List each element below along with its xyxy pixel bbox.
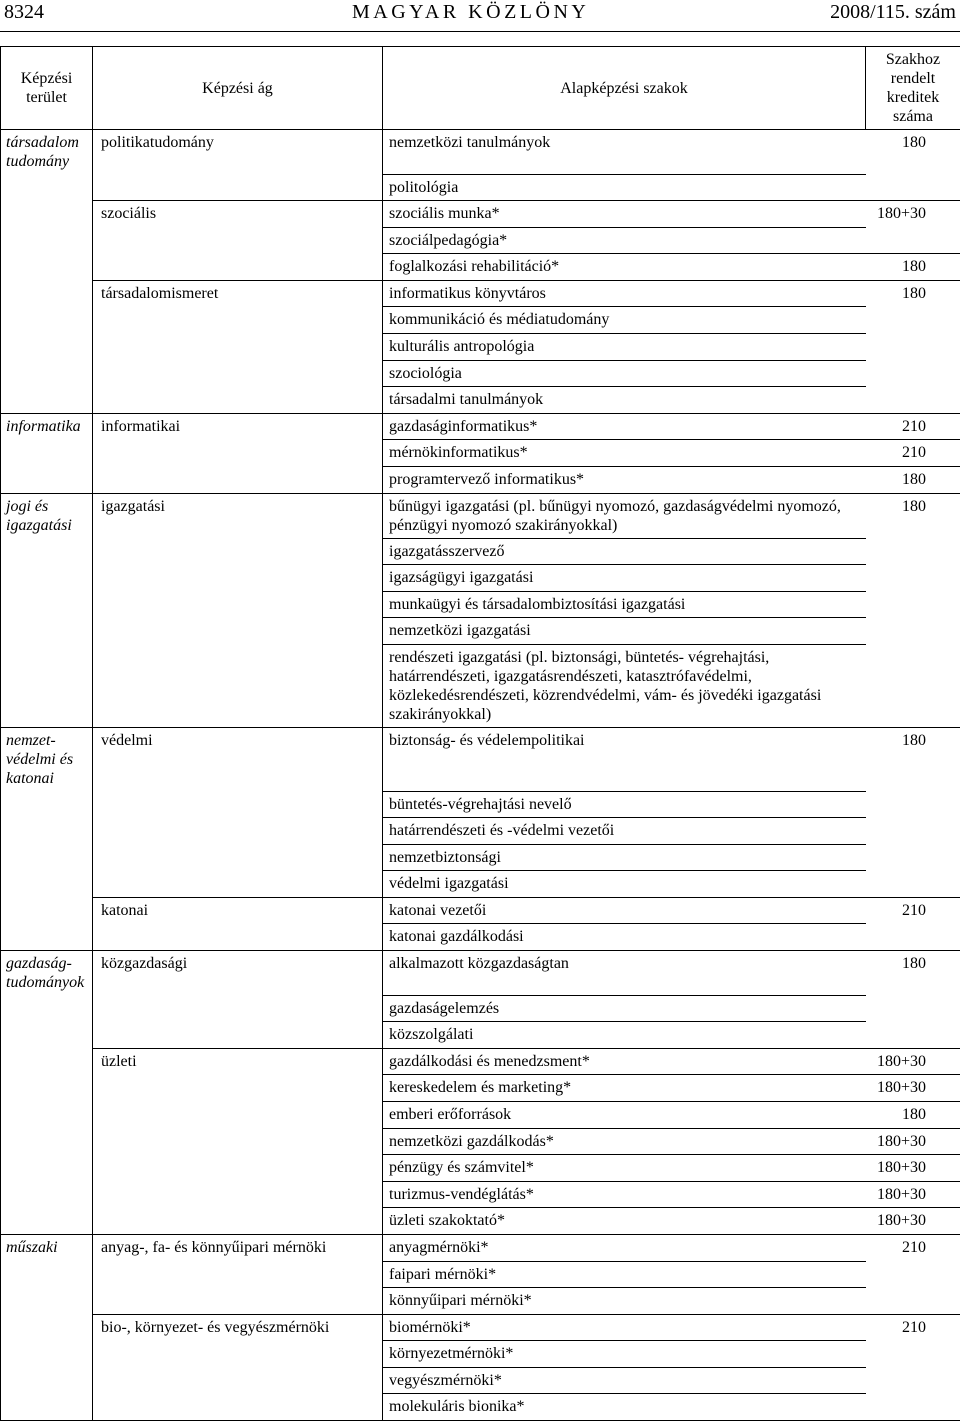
row-credits <box>866 227 960 254</box>
row-area <box>1 1208 93 1235</box>
row-area <box>1 227 93 254</box>
table-header-row <box>1 47 960 130</box>
issue-number: 2008/115. szám <box>830 1 956 24</box>
row-credits: 180 <box>866 254 960 281</box>
table-row <box>1 1394 960 1421</box>
row-branch <box>93 440 383 467</box>
row-branch <box>93 538 383 565</box>
row-program: üzleti szakoktató* <box>383 1208 866 1235</box>
table-row <box>1 1048 960 1075</box>
row-program: védelmi igazgatási <box>383 871 866 898</box>
col-header-credits: Szakhoz rendelt kreditek száma <box>866 47 960 130</box>
header-rule <box>0 31 960 32</box>
row-credits: 180 <box>866 467 960 494</box>
row-credits: 180+30 <box>866 1048 960 1075</box>
row-program: programtervező informatikus* <box>383 467 866 494</box>
row-program: kulturális antropológia <box>383 334 866 361</box>
row-branch <box>93 818 383 845</box>
row-branch: bio-, környezet- és vegyészmérnöki <box>93 1314 383 1341</box>
row-credits: 210 <box>866 1314 960 1341</box>
table-row <box>1 413 960 440</box>
row-credits <box>866 871 960 898</box>
row-area <box>1 1394 93 1421</box>
row-credits <box>866 791 960 818</box>
row-program: igazságügyi igazgatási <box>383 565 866 592</box>
row-branch <box>93 1181 383 1208</box>
row-credits: 180 <box>866 1101 960 1128</box>
row-credits <box>866 360 960 387</box>
table-row <box>1 1314 960 1341</box>
row-credits <box>866 924 960 951</box>
row-branch <box>93 645 383 728</box>
row-program: közszolgálati <box>383 1022 866 1049</box>
programs-table-wrapper <box>0 46 960 1421</box>
table-row <box>1 227 960 254</box>
row-area <box>1 618 93 645</box>
row-program: munkaügyi és társadalombiztosítási igazgatási <box>383 591 866 618</box>
row-program: politológia <box>383 174 866 201</box>
row-credits <box>866 1394 960 1421</box>
row-credits <box>866 538 960 565</box>
table-row <box>1 1128 960 1155</box>
row-program: pénzügy és számvitel* <box>383 1155 866 1182</box>
row-credits <box>866 387 960 414</box>
table-row <box>1 728 960 792</box>
row-branch: informatikai <box>93 413 383 440</box>
row-branch: közgazdasági <box>93 951 383 996</box>
row-area <box>1 360 93 387</box>
row-area <box>1 1022 93 1049</box>
row-branch <box>93 871 383 898</box>
row-credits: 180+30 <box>866 1075 960 1102</box>
row-area <box>1 645 93 728</box>
row-area <box>1 1101 93 1128</box>
row-area <box>1 897 93 924</box>
table-row <box>1 467 960 494</box>
row-program: biomérnöki* <box>383 1314 866 1341</box>
page-header <box>0 0 960 30</box>
row-credits: 180 <box>866 493 960 538</box>
row-area: gazdaság-tudományok <box>1 951 93 996</box>
table-row <box>1 591 960 618</box>
row-program: nemzetközi gazdálkodás* <box>383 1128 866 1155</box>
row-program: turizmus-vendéglátás* <box>383 1181 866 1208</box>
row-credits <box>866 818 960 845</box>
row-program: nemzetközi igazgatási <box>383 618 866 645</box>
row-area: informatika <box>1 413 93 440</box>
row-branch <box>93 1128 383 1155</box>
row-program: szociális munka* <box>383 201 866 228</box>
row-area <box>1 1288 93 1315</box>
row-program: kommunikáció és médiatudomány <box>383 307 866 334</box>
row-branch <box>93 844 383 871</box>
row-area <box>1 924 93 951</box>
table-row <box>1 995 960 1022</box>
row-branch <box>93 1341 383 1368</box>
row-program: bűnügyi igazgatási (pl. bűnügyi nyomozó, gazdaságvédelmi nyomozó, pénzügyi nyomozó szakirányokkal) <box>383 493 866 538</box>
row-program: igazgatásszervező <box>383 538 866 565</box>
row-credits <box>866 1261 960 1288</box>
table-row <box>1 1181 960 1208</box>
row-branch <box>93 174 383 201</box>
row-branch: szociális <box>93 201 383 228</box>
row-credits <box>866 565 960 592</box>
row-branch <box>93 334 383 361</box>
table-row <box>1 924 960 951</box>
row-branch <box>93 1367 383 1394</box>
row-program: katonai vezetői <box>383 897 866 924</box>
row-area <box>1 1261 93 1288</box>
row-area <box>1 307 93 334</box>
row-program: foglalkozási rehabilitáció* <box>383 254 866 281</box>
col-header-area: Képzési terület <box>1 47 93 130</box>
row-program: faipari mérnöki* <box>383 1261 866 1288</box>
row-branch <box>93 1288 383 1315</box>
table-row <box>1 254 960 281</box>
row-area <box>1 565 93 592</box>
row-branch: igazgatási <box>93 493 383 538</box>
page-number: 8324 <box>4 1 44 24</box>
row-branch: anyag-, fa- és könnyűipari mérnöki <box>93 1234 383 1261</box>
row-program: vegyészmérnöki* <box>383 1367 866 1394</box>
row-credits <box>866 1022 960 1049</box>
table-row <box>1 1075 960 1102</box>
table-row <box>1 1022 960 1049</box>
row-credits: 210 <box>866 897 960 924</box>
row-program: gazdaságelemzés <box>383 995 866 1022</box>
row-branch: üzleti <box>93 1048 383 1075</box>
row-area <box>1 871 93 898</box>
table-row <box>1 538 960 565</box>
row-branch <box>93 995 383 1022</box>
row-credits: 210 <box>866 413 960 440</box>
row-area <box>1 174 93 201</box>
row-branch <box>93 254 383 281</box>
table-row <box>1 387 960 414</box>
row-program: molekuláris bionika* <box>383 1394 866 1421</box>
row-area <box>1 591 93 618</box>
row-credits: 180 <box>866 280 960 307</box>
row-branch <box>93 1155 383 1182</box>
table-row <box>1 307 960 334</box>
row-program: alkalmazott közgazdaságtan <box>383 951 866 996</box>
row-area <box>1 818 93 845</box>
table-row <box>1 493 960 538</box>
row-program: társadalmi tanulmányok <box>383 387 866 414</box>
row-branch <box>93 791 383 818</box>
row-branch <box>93 1261 383 1288</box>
row-credits: 210 <box>866 1234 960 1261</box>
row-area <box>1 538 93 565</box>
row-branch <box>93 1394 383 1421</box>
row-branch <box>93 618 383 645</box>
row-branch: társadalomismeret <box>93 280 383 307</box>
row-area <box>1 467 93 494</box>
table-row <box>1 1367 960 1394</box>
row-credits <box>866 618 960 645</box>
row-area <box>1 1155 93 1182</box>
table-row <box>1 1288 960 1315</box>
row-area <box>1 334 93 361</box>
row-branch: politikatudomány <box>93 130 383 175</box>
row-program: büntetés-végrehajtási nevelő <box>383 791 866 818</box>
row-branch <box>93 307 383 334</box>
row-area <box>1 280 93 307</box>
row-area: nemzet-védelmi és katonai <box>1 728 93 792</box>
row-branch <box>93 924 383 951</box>
table-row <box>1 201 960 228</box>
row-program: emberi erőforrások <box>383 1101 866 1128</box>
row-credits <box>866 1341 960 1368</box>
col-header-programs: Alapképzési szakok <box>383 47 866 130</box>
row-program: katonai gazdálkodási <box>383 924 866 951</box>
row-program: könnyűipari mérnöki* <box>383 1288 866 1315</box>
table-row <box>1 1341 960 1368</box>
row-area <box>1 1341 93 1368</box>
row-credits: 180 <box>866 951 960 996</box>
row-branch <box>93 1075 383 1102</box>
table-row <box>1 618 960 645</box>
row-branch <box>93 387 383 414</box>
row-branch <box>93 1208 383 1235</box>
row-program: gazdálkodási és menedzsment* <box>383 1048 866 1075</box>
row-area: jogi és igazgatási <box>1 493 93 538</box>
row-credits <box>866 174 960 201</box>
row-branch <box>93 467 383 494</box>
row-credits <box>866 844 960 871</box>
row-program: szociálpedagógia* <box>383 227 866 254</box>
row-branch <box>93 360 383 387</box>
row-credits <box>866 1367 960 1394</box>
row-program: rendészeti igazgatási (pl. biztonsági, büntetés- végrehajtási, határrendészeti, igazgatásrendészeti, katasztrófavédelmi, közlekedésrendészeti, közrendvédelmi, vám- és jövedéki igazgatási szakirányokkal) <box>383 645 866 728</box>
row-branch <box>93 1101 383 1128</box>
row-area <box>1 1075 93 1102</box>
table-row <box>1 645 960 728</box>
row-program: környezetmérnöki* <box>383 1341 866 1368</box>
table-row <box>1 565 960 592</box>
row-branch: katonai <box>93 897 383 924</box>
table-row <box>1 174 960 201</box>
table-row <box>1 844 960 871</box>
row-branch <box>93 227 383 254</box>
table-row <box>1 1101 960 1128</box>
row-area <box>1 791 93 818</box>
row-program: nemzetbiztonsági <box>383 844 866 871</box>
row-program: nemzetközi tanulmányok <box>383 130 866 175</box>
row-credits <box>866 307 960 334</box>
row-credits: 180+30 <box>866 201 960 228</box>
table-body <box>1 130 960 1421</box>
row-program: biztonság- és védelempolitikai <box>383 728 866 792</box>
row-credits <box>866 334 960 361</box>
table-row <box>1 130 960 175</box>
table-row <box>1 334 960 361</box>
row-area <box>1 995 93 1022</box>
row-program: kereskedelem és marketing* <box>383 1075 866 1102</box>
row-credits: 180 <box>866 728 960 792</box>
row-credits <box>866 591 960 618</box>
table-row <box>1 1234 960 1261</box>
row-credits <box>866 645 960 728</box>
table-row <box>1 791 960 818</box>
row-branch: védelmi <box>93 728 383 792</box>
table-row <box>1 951 960 996</box>
row-area <box>1 440 93 467</box>
col-header-branch: Képzési ág <box>93 47 383 130</box>
table-row <box>1 440 960 467</box>
row-area <box>1 844 93 871</box>
row-area <box>1 1181 93 1208</box>
row-area <box>1 387 93 414</box>
row-program: anyagmérnöki* <box>383 1234 866 1261</box>
table-row <box>1 897 960 924</box>
row-area: társadalom tudomány <box>1 130 93 175</box>
row-area <box>1 1367 93 1394</box>
row-credits: 180+30 <box>866 1181 960 1208</box>
row-program: szociológia <box>383 360 866 387</box>
table-row <box>1 360 960 387</box>
row-credits: 180+30 <box>866 1155 960 1182</box>
table-row <box>1 280 960 307</box>
row-program: határrendészeti és -védelmi vezetői <box>383 818 866 845</box>
row-credits: 210 <box>866 440 960 467</box>
row-credits <box>866 995 960 1022</box>
row-area: műszaki <box>1 1234 93 1261</box>
table-row <box>1 1208 960 1235</box>
row-credits <box>866 1288 960 1315</box>
row-program: mérnökinformatikus* <box>383 440 866 467</box>
table-row <box>1 1155 960 1182</box>
row-branch <box>93 565 383 592</box>
row-branch <box>93 591 383 618</box>
row-area <box>1 1048 93 1075</box>
row-area <box>1 201 93 228</box>
journal-title: MAGYAR KÖZLÖNY <box>352 1 589 24</box>
table-row <box>1 818 960 845</box>
table-row <box>1 1261 960 1288</box>
row-branch <box>93 1022 383 1049</box>
row-credits: 180+30 <box>866 1128 960 1155</box>
row-program: informatikus könyvtáros <box>383 280 866 307</box>
row-area <box>1 1314 93 1341</box>
row-credits: 180+30 <box>866 1208 960 1235</box>
programs-table <box>0 46 960 1421</box>
table-row <box>1 871 960 898</box>
row-area <box>1 254 93 281</box>
row-credits: 180 <box>866 130 960 175</box>
row-area <box>1 1128 93 1155</box>
row-program: gazdaságinformatikus* <box>383 413 866 440</box>
